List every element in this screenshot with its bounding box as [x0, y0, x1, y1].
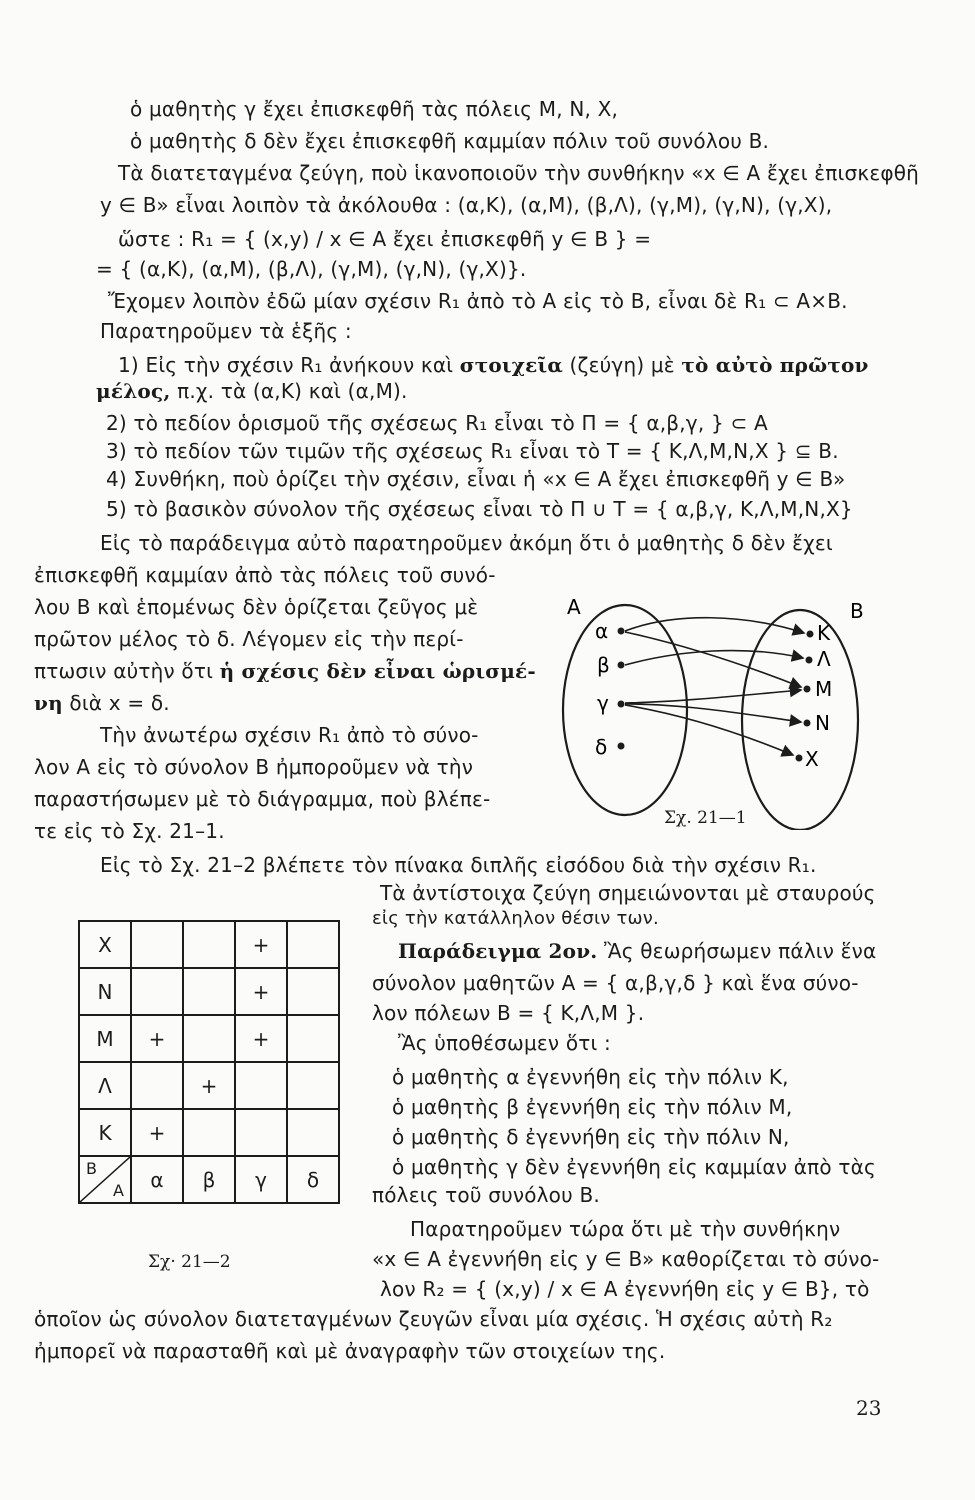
table-cell — [183, 1015, 235, 1062]
table-row — [79, 1109, 339, 1156]
set-a-label: A — [567, 595, 581, 619]
table-cell — [287, 1109, 339, 1156]
text-line: λον R₂ = { (x,y) / x ∈ A ἐγεννήθη εἰς y ∈ B}, τὸ — [380, 1277, 870, 1301]
text-line: Παρατηροῦμεν τὰ ἑξῆς : — [100, 319, 352, 343]
arrow-gamma-m — [625, 690, 801, 703]
text-line: λον Α εἰς τὸ σύνολον Β ἠμποροῦμεν νὰ τὴν — [34, 755, 474, 779]
text-line: Τὴν ἀνωτέρω σχέσιν R₁ ἀπὸ τὸ σύνο- — [100, 723, 479, 747]
row-label: M — [79, 1015, 131, 1062]
relation-arrow-diagram — [555, 590, 885, 830]
text-line: Ἔχομεν λοιπὸν ἐδῶ μίαν σχέσιν R₁ ἀπὸ τὸ Α εἰς τὸ Β, εἶναι δὲ R₁ ⊂ A×B. — [108, 289, 848, 313]
point-n — [804, 720, 811, 727]
list-item: 4) Συνθήκη, ποὺ ὁρίζει τὴν σχέσιν, εἶναι ἡ «x ∈ A ἔχει ἐπισκεφθῆ y ∈ B» — [106, 467, 846, 491]
text-line: παραστήσωμεν μὲ τὸ διάγραμμα, ποὺ βλέπε- — [34, 787, 491, 811]
arrow-gamma-n — [625, 704, 801, 722]
point-beta — [618, 662, 625, 669]
column-label: β — [183, 1156, 235, 1203]
table-cell: + — [235, 968, 287, 1015]
text-line: Εἰς τὸ παράδειγμα αὐτὸ παρατηροῦμεν ἀκόμη ὅτι ὁ μαθητὴς δ δὲν ἔχει — [100, 531, 833, 555]
table-cell: + — [235, 921, 287, 968]
set-b-label: B — [850, 599, 864, 623]
list-item: 5) τὸ βασικὸν σύνολον τῆς σχέσεως εἶναι τὸ Π ∪ Τ = { α,β,γ, Κ,Λ,Μ,Ν,Χ} — [106, 497, 853, 521]
bold-term: στοιχεῖα — [459, 353, 563, 377]
corner-label-a: A — [113, 1181, 124, 1200]
text-line — [118, 352, 869, 378]
element-delta: δ — [595, 735, 608, 759]
table-cell: + — [183, 1062, 235, 1109]
column-label: δ — [287, 1156, 339, 1203]
point-k — [807, 631, 814, 638]
text-line: ὁ μαθητὴς γ ἔχει ἐπισκεφθῆ τὰς πόλεις Μ, Ν, Χ, — [130, 97, 619, 121]
table-row — [79, 921, 339, 968]
text-span: 1) Εἰς τὴν σχέσιν R₁ ἀνήκουν καὶ — [118, 353, 454, 377]
text-line — [96, 378, 408, 404]
text-line: ὥστε : R₁ = { (x,y) / x ∈ A ἔχει ἐπισκεφθῆ y ∈ B } = — [118, 227, 652, 251]
table-cell — [131, 968, 183, 1015]
table-cell: + — [235, 1015, 287, 1062]
table-cell — [287, 921, 339, 968]
table-row — [79, 1015, 339, 1062]
text-line: εἰς τὴν κατάλληλον θέσιν των. — [372, 908, 659, 929]
relation-table — [78, 920, 340, 1204]
list-item: 3) τὸ πεδίον τῶν τιμῶν τῆς σχέσεως R₁ εἶναι τὸ Τ = { Κ,Λ,Μ,Ν,Χ } ⊆ B. — [106, 439, 839, 463]
row-label: X — [79, 921, 131, 968]
example-heading: Παράδειγμα 2ον. — [398, 939, 598, 963]
table-cell: + — [131, 1109, 183, 1156]
bold-term: μέλος, — [96, 379, 171, 403]
text-line: Παρατηροῦμεν τώρα ὅτι μὲ τὴν συνθήκην — [410, 1217, 841, 1241]
text-line: Τὰ διατεταγμένα ζεύγη, ποὺ ἱκανοποιοῦν τὴν συνθήκην «x ∈ A ἔχει ἐπισκεφθῆ — [118, 161, 920, 185]
table-cell — [287, 1062, 339, 1109]
element-lambda: Λ — [817, 647, 831, 671]
text-line: πόλεις τοῦ συνόλου Β. — [372, 1183, 600, 1207]
table-cell — [183, 968, 235, 1015]
element-m: M — [815, 677, 833, 701]
table-cell — [131, 1062, 183, 1109]
text-line: ἠμπορεῖ νὰ παρασταθῆ καὶ μὲ ἀναγραφὴν τῶν στοιχείων της. — [34, 1339, 666, 1363]
text-line: Ἂς ὑποθέσωμεν ὅτι : — [398, 1031, 611, 1055]
text-line: Εἰς τὸ Σχ. 21–2 βλέπετε τὸν πίνακα διπλῆς εἰσόδου διὰ τὴν σχέσιν R₁. — [100, 853, 817, 877]
text-line: ὁ μαθητὴς α ἐγεννήθη εἰς τὴν πόλιν Κ, — [392, 1065, 789, 1089]
element-k: K — [817, 621, 831, 645]
set-a-ellipse — [563, 605, 687, 815]
point-lambda — [806, 657, 813, 664]
column-label: α — [131, 1156, 183, 1203]
point-x — [796, 755, 803, 762]
text-line: σύνολον μαθητῶν Α = { α,β,γ,δ } καὶ ἕνα σύνο- — [372, 971, 859, 995]
text-span: (ζεύγη) μὲ — [569, 353, 675, 377]
arrow-gamma-x — [625, 705, 793, 755]
text-line: ἐπισκεφθῆ καμμίαν ἀπὸ τὰς πόλεις τοῦ συνό- — [34, 563, 496, 587]
text-span: Ἂς θεωρήσωμεν πάλιν ἕνα — [604, 939, 877, 963]
element-n: N — [815, 711, 830, 735]
text-span: διὰ x = δ. — [69, 691, 170, 715]
arrow-beta-lambda — [625, 651, 803, 665]
corner-label-b: B — [86, 1159, 97, 1178]
page-number: 23 — [856, 1396, 882, 1420]
bold-term: τὸ αὐτὸ πρῶτον — [681, 353, 869, 377]
table-cell — [287, 1015, 339, 1062]
text-line — [34, 690, 170, 716]
table-row — [79, 968, 339, 1015]
text-span: πτωσιν αὐτὴν ὅτι — [34, 659, 214, 683]
text-line: = { (α,Κ), (α,Μ), (β,Λ), (γ,Μ), (γ,Ν), (γ,Χ)}. — [96, 257, 527, 281]
point-m — [804, 686, 811, 693]
point-delta — [618, 743, 625, 750]
set-b-ellipse — [742, 610, 858, 830]
text-line: ὁποῖον ὡς σύνολον διατεταγμένων ζευγῶν εἶναι μία σχέσις. Ἡ σχέσις αὐτὴ R₂ — [34, 1307, 833, 1331]
text-line — [398, 938, 876, 964]
table-cell — [183, 921, 235, 968]
text-line: Τὰ ἀντίστοιχα ζεύγη σημειώνονται μὲ σταυρούς — [380, 881, 876, 905]
element-alpha: α — [595, 619, 609, 643]
table-cell — [287, 968, 339, 1015]
table-row — [79, 1062, 339, 1109]
text-line: ὁ μαθητὴς β ἐγεννήθη εἰς τὴν πόλιν Μ, — [392, 1095, 793, 1119]
text-line: τε εἰς τὸ Σχ. 21–1. — [34, 819, 225, 843]
text-line: λου Β καὶ ἑπομένως δὲν ὁρίζεται ζεῦγος μὲ — [34, 595, 479, 619]
corner-cell — [79, 1156, 131, 1203]
table-cell — [235, 1062, 287, 1109]
element-beta: β — [597, 653, 610, 677]
text-line: ὁ μαθητὴς δ δὲν ἔχει ἐπισκεφθῆ καμμίαν πόλιν τοῦ συνόλου Β. — [130, 129, 770, 153]
text-line: ὁ μαθητὴς γ δὲν ἐγεννήθη εἰς καμμίαν ἀπὸ τὰς — [392, 1155, 876, 1179]
bold-term: νη — [34, 691, 63, 715]
table-cell — [131, 921, 183, 968]
table-cell — [235, 1109, 287, 1156]
column-label: γ — [235, 1156, 287, 1203]
element-x: X — [805, 747, 819, 771]
row-label: N — [79, 968, 131, 1015]
row-label: Λ — [79, 1062, 131, 1109]
text-line — [34, 658, 536, 684]
figure-caption: Σχ. 21—1 — [664, 808, 747, 828]
text-line: ὁ μαθητὴς δ ἐγεννήθη εἰς τὴν πόλιν Ν, — [392, 1125, 790, 1149]
table-header-row — [79, 1156, 339, 1203]
table-cell — [183, 1109, 235, 1156]
point-alpha — [618, 628, 625, 635]
text-span: π.χ. τὰ (α,Κ) καὶ (α,Μ). — [177, 379, 408, 403]
text-line: πρῶτον μέλος τὸ δ. Λέγομεν εἰς τὴν περί- — [34, 627, 464, 651]
element-gamma: γ — [597, 691, 609, 715]
bold-term: ἡ σχέσις δὲν εἶναι ὡρισμέ- — [219, 659, 536, 683]
text-line: y ∈ B» εἶναι λοιπὸν τὰ ἀκόλουθα : (α,Κ), (α,Μ), (β,Λ), (γ,Μ), (γ,Ν), (γ,Χ), — [100, 193, 833, 217]
list-item: 2) τὸ πεδίον ὁρισμοῦ τῆς σχέσεως R₁ εἶναι τὸ Π = { α,β,γ, } ⊂ A — [106, 411, 768, 435]
table-cell: + — [131, 1015, 183, 1062]
point-gamma — [618, 701, 625, 708]
text-line: λον πόλεων Β = { Κ,Λ,Μ }. — [372, 1001, 645, 1025]
text-line: «x ∈ A ἐγεννήθη εἰς y ∈ B» καθορίζεται τὸ σύνο- — [372, 1247, 880, 1271]
figure-caption: Σχ· 21—2 — [148, 1252, 231, 1272]
row-label: K — [79, 1109, 131, 1156]
